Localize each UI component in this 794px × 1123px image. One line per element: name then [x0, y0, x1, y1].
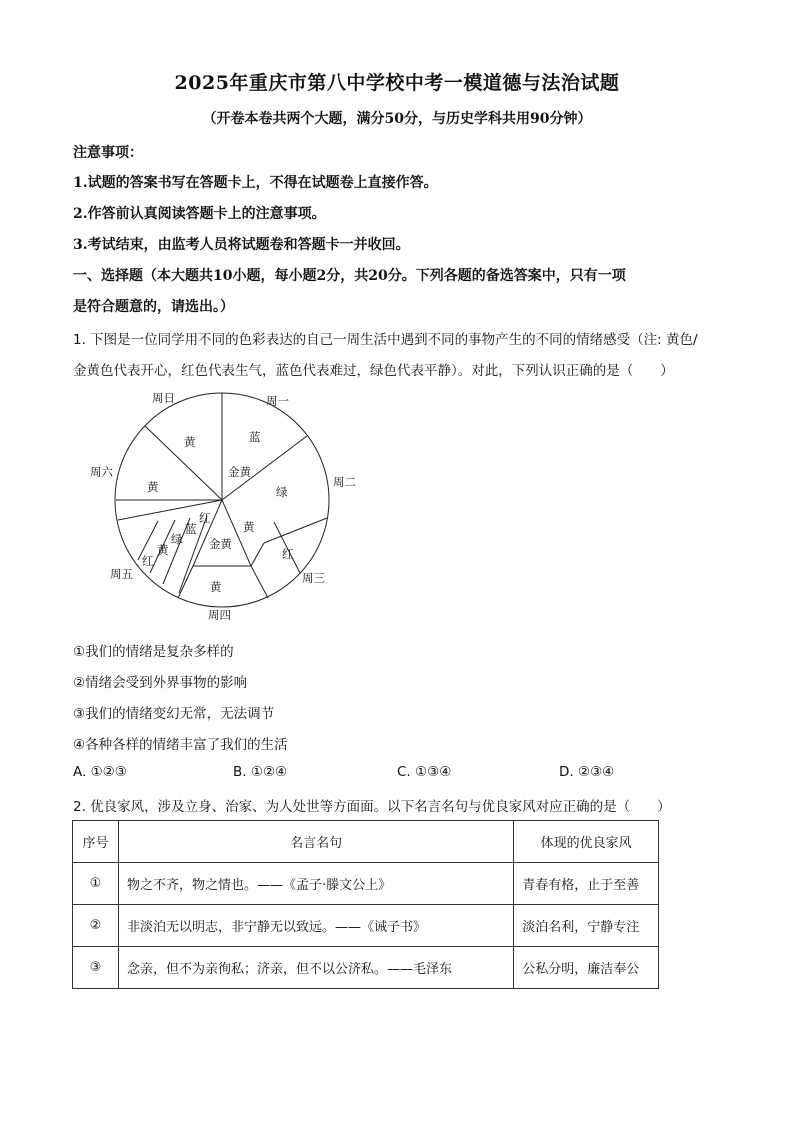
q1-statement-2: ②情绪会受到外界事物的影响 [73, 675, 248, 691]
q1-stem-line2: 金黄色代表开心，红色代表生气，蓝色代表难过，绿色代表平静）。对此，下列认识正确的是（ ） [73, 363, 674, 379]
table-cell-quote: 非淡泊无以明志，非宁静无以致远。——《诫子书》 [118, 905, 513, 947]
segment-label: 黄 [243, 520, 255, 534]
section1-heading: 一、选择题（本大题共10小题，每小题2分，共20分。下列各题的备选答案中，只有一项 [73, 268, 626, 284]
table-header: 名言名句 [118, 821, 513, 863]
q1-option-c[interactable]: C. ①③④ [397, 764, 452, 780]
q1-option-a[interactable]: A. ①②③ [73, 764, 127, 780]
notice-item-3: 3.考试结束，由监考人员将试题卷和答题卡一并收回。 [73, 237, 410, 253]
segment-label: 绿 [276, 485, 288, 499]
table-cell-value: 青春有格，止于至善 [514, 863, 659, 905]
table-cell-value: 淡泊名利，宁静专注 [514, 905, 659, 947]
segment-label: 红 [282, 547, 294, 561]
notice-item-1: 1.试题的答案书写在答题卡上，不得在试题卷上直接作答。 [73, 175, 438, 191]
section1-heading-cont: 是符合题意的，请选出。） [73, 299, 234, 315]
day-label-saturday: 周六 [90, 465, 113, 479]
page-title: 2025年重庆市第八中学校中考一模道德与法治试题 [174, 72, 620, 94]
q1-option-d[interactable]: D. ②③④ [559, 764, 615, 780]
table-header: 序号 [73, 821, 119, 863]
day-label-sunday: 周日 [152, 391, 175, 405]
table-cell-index: ③ [73, 947, 119, 989]
table-header: 体现的优良家风 [514, 821, 659, 863]
segment-label: 黄 [157, 543, 169, 557]
day-label-monday: 周一 [266, 394, 289, 408]
notice-item-2: 2.作答前认真阅读答题卡上的注意事项。 [73, 206, 326, 222]
table-row [73, 905, 659, 947]
segment-label: 红 [142, 554, 154, 568]
day-label-friday: 周五 [110, 567, 133, 581]
segment-label: 黄 [147, 480, 159, 494]
table-row [73, 863, 659, 905]
q1-option-b[interactable]: B. ①②④ [233, 764, 288, 780]
segment-label: 金黄 [209, 537, 232, 551]
table-cell-index: ② [73, 905, 119, 947]
table-row [73, 947, 659, 989]
q2-stem: 2. 优良家风，涉及立身、治家、为人处世等方面面。以下名言名句与优良家风对应正确的是（ ） [73, 799, 671, 815]
segment-label: 绿 [171, 532, 183, 546]
q1-stem-line1: 1. 下图是一位同学用不同的色彩表达的自己一周生活中遇到不同的事物产生的不同的情绪感受（注: 黄色/ [73, 332, 698, 348]
table-cell-quote: 念亲，但不为亲徇私；济亲，但不以公济私。——毛泽东 [118, 947, 513, 989]
q1-statement-4: ④各种各样的情绪丰富了我们的生活 [73, 737, 288, 753]
segment-label: 黄 [210, 580, 222, 594]
segment-label: 黄 [184, 435, 196, 449]
q1-statement-1: ①我们的情绪是复杂多样的 [73, 644, 234, 660]
quote-table [72, 820, 659, 989]
table-cell-value: 公私分明，廉洁奉公 [514, 947, 659, 989]
q1-statement-3: ③我们的情绪变幻无常，无法调节 [73, 706, 275, 722]
segment-label: 蓝 [185, 522, 197, 536]
table-cell-index: ① [73, 863, 119, 905]
day-label-wednesday: 周三 [302, 571, 325, 585]
segment-label: 蓝 [249, 430, 261, 444]
segment-label: 红 [199, 511, 211, 525]
table-header-row [73, 821, 659, 863]
table-cell-quote: 物之不齐，物之情也。——《孟子·滕文公上》 [118, 863, 513, 905]
emotion-pie-diagram [80, 385, 380, 625]
segment-label: 金黄 [228, 465, 251, 479]
day-label-tuesday: 周二 [333, 475, 356, 489]
notice-heading: 注意事项： [73, 145, 143, 161]
page-subtitle: （开卷本卷共两个大题，满分50分，与历史学科共用90分钟） [202, 111, 592, 127]
day-label-thursday: 周四 [208, 608, 231, 622]
